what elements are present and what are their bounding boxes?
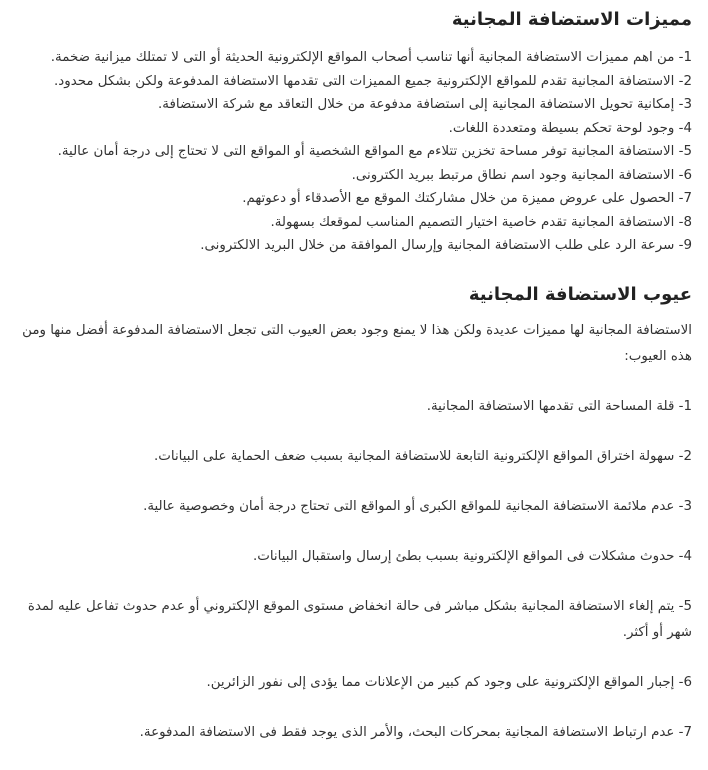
features-list-item: 6- الاستضافة المجانية وجود اسم نطاق مرتبط ببريد الكترونى. [351,167,692,183]
defects-heading: عيوب الاستضافة المجانية [468,283,692,305]
defects-list-item: 7- عدم ارتباط الاستضافة المجانية بمحركات البحث، والأمر الذى يوجد فقط فى الاستضافة المدفوعة. [139,724,692,740]
features-list-item: 4- وجود لوحة تحكم بسيطة ومتعددة اللغات. [448,120,692,136]
features-list-item: 8- الاستضافة المجانية تقدم خاصية اختيار التصميم المناسب لموقعك بسهولة. [270,214,692,230]
defects-list-item: 5- يتم إلغاء الاستضافة المجانية بشكل مباشر فى حالة انخفاض مستوى الموقع الإلكتروني أو عدم حدوث تفاعل عليه لمدة شهر أو أكثر. [27,598,692,640]
features-list-item: 9- سرعة الرد على طلب الاستضافة المجانية وإرسال الموافقة من خلال البريد الالكترونى. [200,238,692,253]
defects-list-item: 1- قلة المساحة التى تقدمها الاستضافة المجانية. [426,398,692,414]
features-heading: مميزات الاستضافة المجانية [451,9,692,30]
features-list [14,46,692,258]
features-list-item: 3- إمكانية تحويل الاستضافة المجانية إلى استضافة مدفوعة من خلال التعاقد مع شركة الاستضافة. [158,97,692,112]
defects-intro: الاستضافة المجانية لها مميزات عديدة ولكن هذا لا يمنع وجود بعض العيوب التى تجعل الاستضافة المدفوعة أفضل منها ومن هذه العيوب: [22,322,692,364]
features-list-item: 1- من اهم مميزات الاستضافة المجانية أنها تناسب أصحاب المواقع الإلكترونية الحديثة أو التى لا تمتلك ميزانية ضخمة. [50,50,692,65]
defects-list [14,394,692,746]
defects-list-item: 3- عدم ملائمة الاستضافة المجانية للمواقع الكبرى أو المواقع التى تحتاج درجة أمان وخصوصية عالية. [143,498,692,514]
defects-list-item: 4- حدوث مشكلات فى المواقع الإلكترونية بسبب بطئ إرسال واستقبال البيانات. [252,548,692,564]
features-list-item: 7- الحصول على عروض مميزة من خلال مشاركتك الموقع مع الأصدقاء أو دعوتهم. [242,191,692,206]
defects-list-item: 2- سهولة اختراق المواقع الإلكترونية التابعة للاستضافة المجانية بسبب ضعف الحماية على البيانات. [154,448,692,464]
article-body [14,0,692,770]
defects-list-item: 6- إجبار المواقع الإلكترونية على وجود كم كبير من الإعلانات مما يؤدى إلى نفور الزائرين. [206,674,692,690]
features-list-item: 2- الاستضافة المجانية تقدم للمواقع الإلكترونية جميع المميزات التى تقدمها الاستضافة المدفوعة ولكن بشكل محدود. [54,73,692,89]
features-list-item: 5- الاستضافة المجانية توفر مساحة تخزين تتلاءم مع المواقع الشخصية أو المواقع التى لا تحتاج إلى درجة أمان عالية. [57,144,692,159]
